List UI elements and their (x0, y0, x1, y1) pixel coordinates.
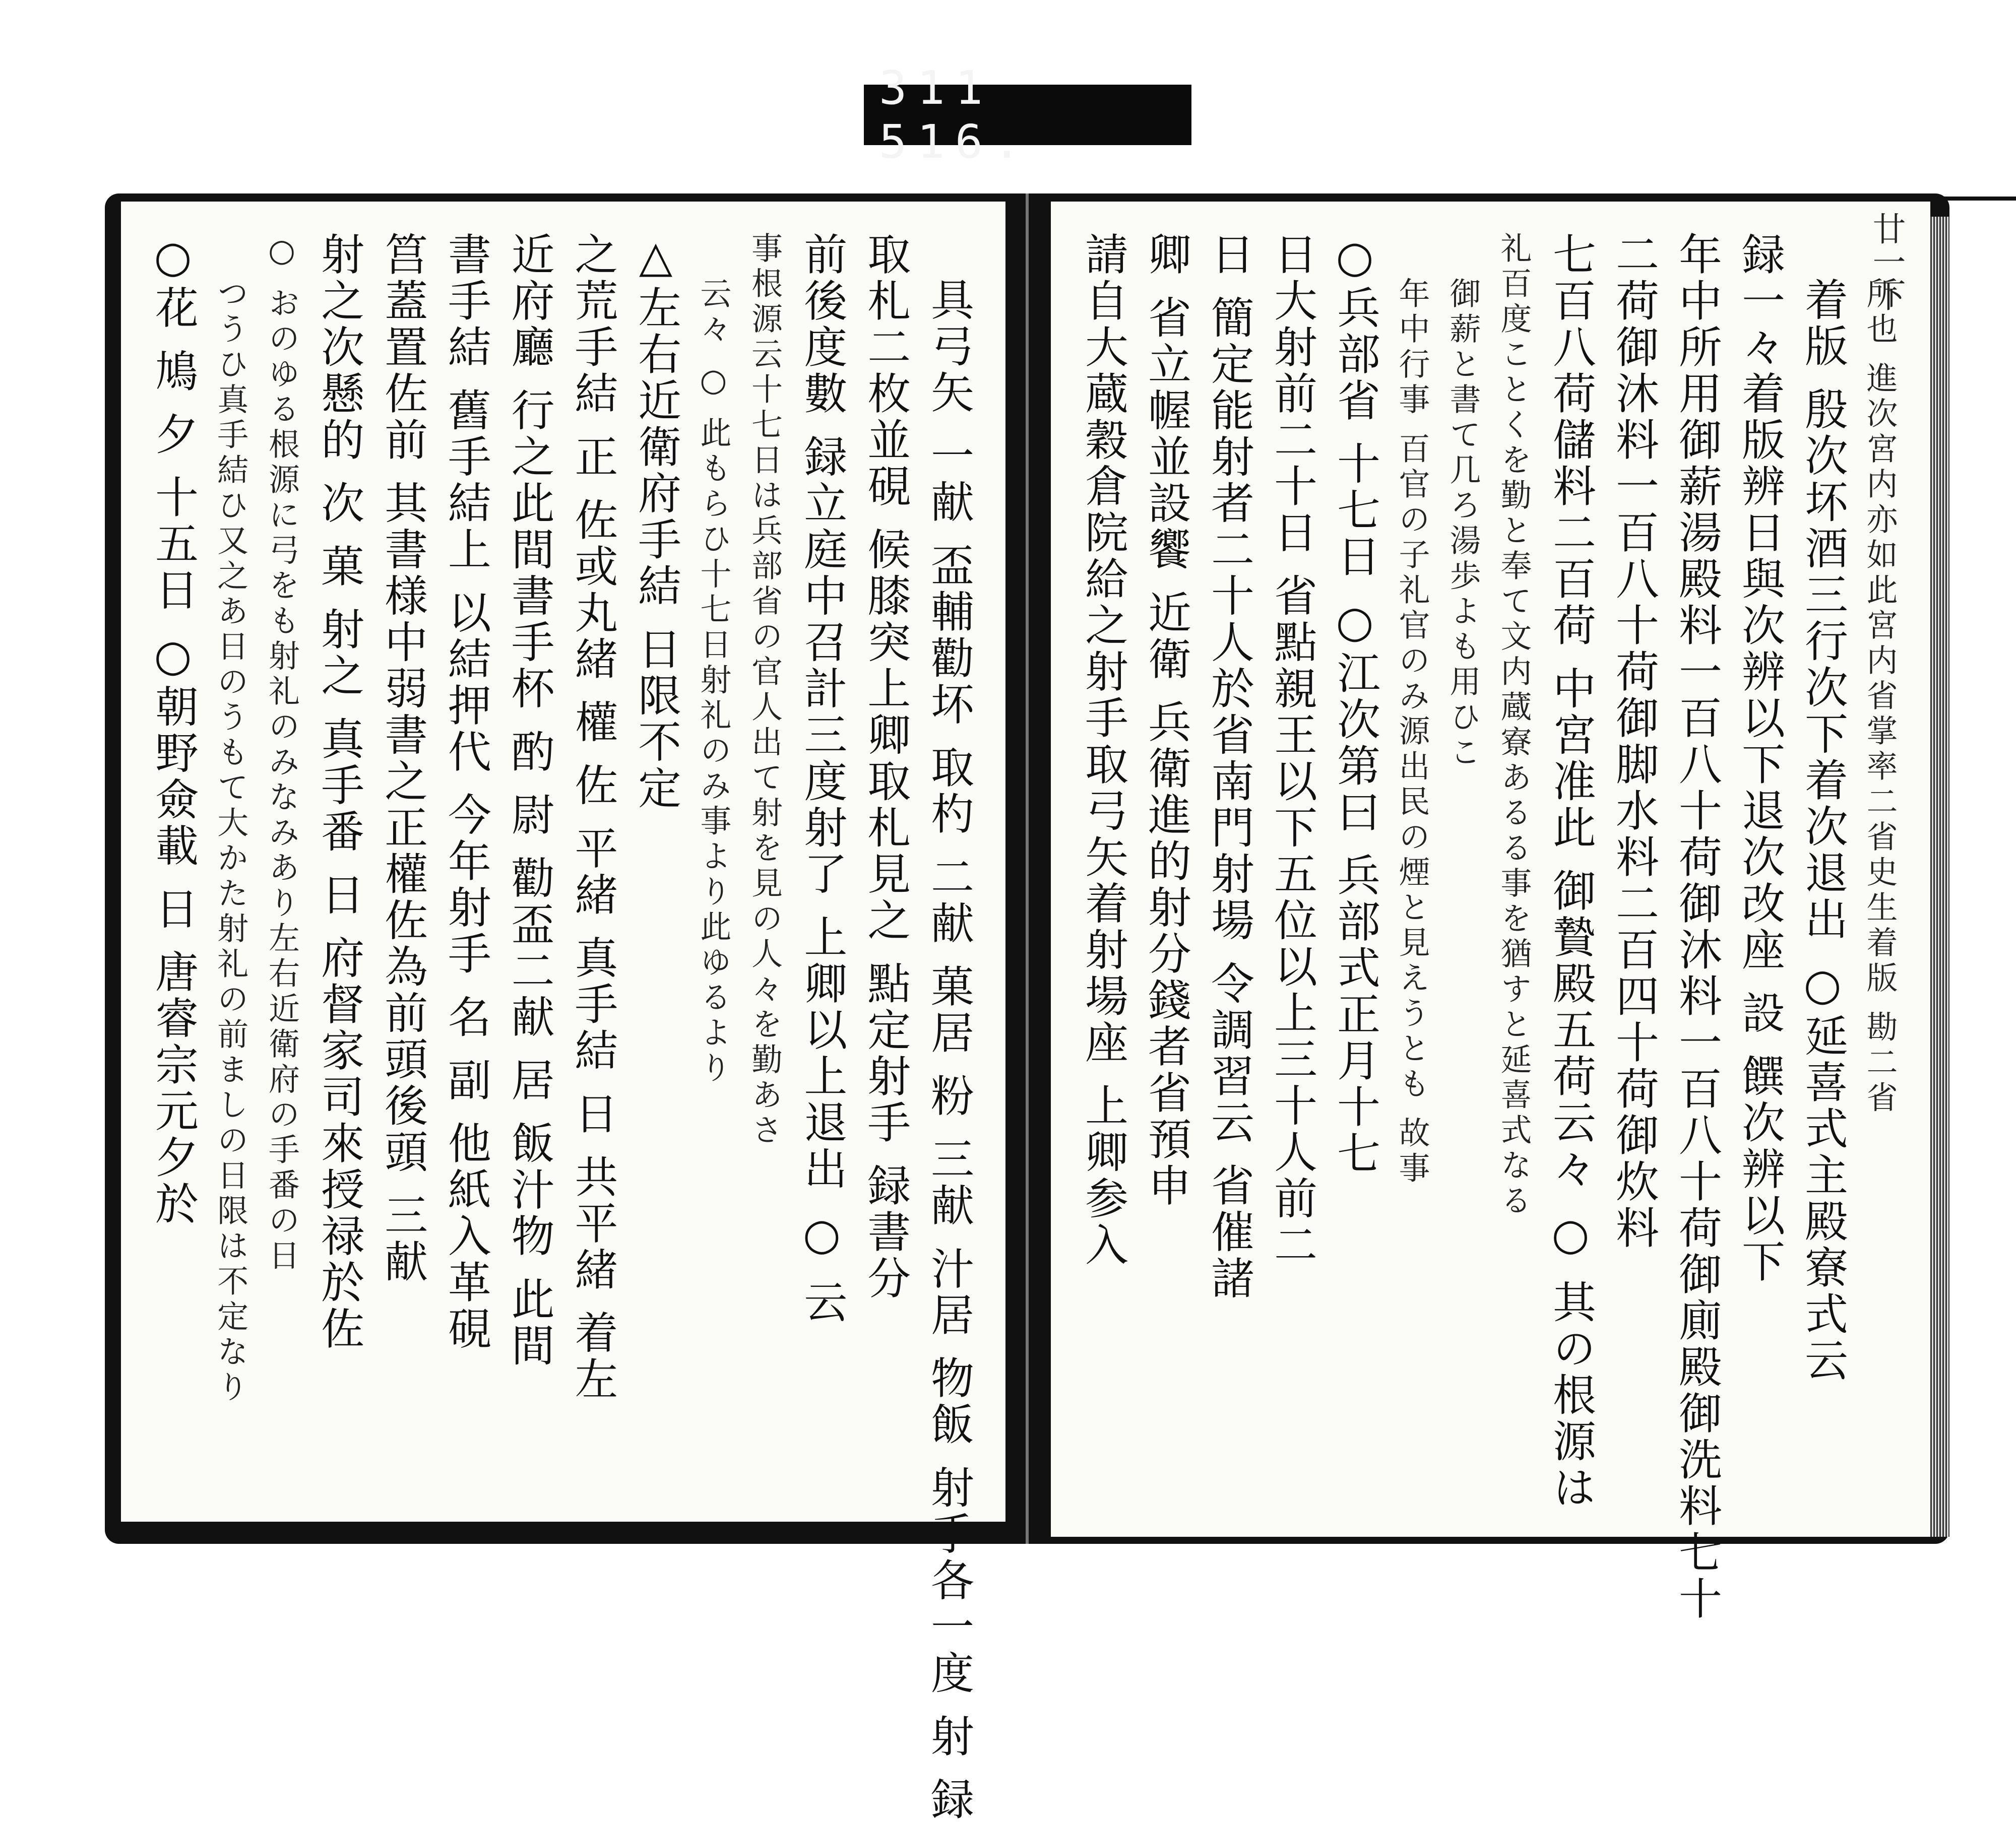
right-col-9: 年中行事 百官の子礼官のみ源出民の煙と見えうとも 故事 (1394, 277, 1430, 1187)
left-col-6: △左右近衛府手結 日限不定 (631, 232, 681, 812)
right-columns (1078, 232, 1898, 1622)
scan-label (864, 61, 1191, 169)
left-col-2: 取札二枚並硯 候膝突上卿取札見之 點定射手 録書分 (860, 232, 911, 1303)
right-page (1051, 202, 1930, 1622)
left-col-3: 前後度數 録立庭中召計三度射了 上卿以上退出 ○ 云 (796, 232, 847, 1326)
left-col-5: 云々 ○ 此もらひ十七日射礼のみ事より此ゆるより (695, 277, 732, 1087)
scan-label-text: 311 516. (879, 61, 1031, 169)
right-col-10: ○兵部省 十七日 ○江次第曰 兵部式正月十七 (1330, 232, 1380, 1178)
right-col-12: 日 簡定能射者二十人於省南門射場 令調習云 省催諸 (1204, 232, 1254, 1303)
left-col-14: ○花 鳩 夕 十五日 ○朝野僉載 日 唐睿宗元夕於 (148, 232, 198, 1228)
left-col-12: ○ おのゆる根源に弓をも射礼のみなみあり左右近衛府の手番の日 (263, 232, 300, 1274)
left-col-13: つうひ真手結ひ又之あ日のうもて大かた射礼の前ましの日限は不定なり (212, 277, 249, 1406)
left-col-11: 射之次懸的 次 菓 射之 真手番 日 府督家司來授禄於佐 (313, 232, 364, 1353)
gutter-line (1026, 193, 1029, 1544)
page-edges (1930, 217, 1949, 1537)
right-col-14: 請自大蔵穀倉院給之射手取弓矢着射場座 上卿参入 (1078, 232, 1128, 1269)
right-col-13: 卿 省立幄並設饗 近衛 兵衛進的射分錢者省預申 (1141, 232, 1191, 1210)
right-col-7: 礼百度ことくを勤と奉て文内蔵寮あるる事を猶すと延喜式なる (1495, 232, 1532, 1219)
left-col-9: 書手結 舊手結上 以結押代 今年射手 名 副 他紙入革硯 (440, 232, 491, 1353)
left-col-7: 之荒手結 正 佐或丸緒 權 佐 平緒 真手結 日 共平緒 着左 (567, 232, 618, 1403)
right-col-5: 二荷御沐料一百八十荷御脚水料二百四十荷御炊料 (1608, 232, 1659, 1252)
left-col-8: 近府廳 行之此間書手杯 酌 尉 勸盃二献 居 飯汁物 此間 (503, 232, 554, 1370)
right-col-4: 年中所用御薪湯殿料一百八十荷御沐料一百八十荷御廁殿御洗料七十 (1671, 232, 1722, 1622)
right-col-6: 七百八荷儲料二百荷 中宮准此 御贄殿五荷云々 ○ 其の根源は (1545, 232, 1596, 1512)
left-col-10: 筥蓋置佐前 其書様中弱書之正權佐為前頭後頭 三献 (377, 232, 428, 1285)
left-col-4: 事根源云十七日は兵部省の官人出て射を見の人々を勤あさ (746, 232, 783, 1149)
folio-number: 廿一下 (1867, 212, 1906, 311)
right-col-1: 所也 進次宮内亦如此宮内省掌率二省史生着版 勘二省 (1861, 277, 1898, 1117)
left-col-1: 具弓矢 一献 盃輔勸坏 取杓 二献 菓居 粉 三献 汁居 物飯 射手各一度 射 録 (923, 277, 974, 1823)
right-col-11: 日大射前二十日 省點親王以下五位以上三十人前二 (1267, 232, 1317, 1269)
right-col-3: 録一々着版辨日與次辨以下退次改座 設 饌次辨以下 (1734, 232, 1785, 1285)
left-columns (148, 232, 974, 1823)
left-page (121, 202, 1005, 1823)
right-col-8: 御薪と書て几ろ湯歩よも用ひこ (1444, 277, 1481, 771)
right-col-2: 着版 殷次坏酒三行次下着次退出 ○延喜式主殿寮式云 (1797, 277, 1848, 1384)
